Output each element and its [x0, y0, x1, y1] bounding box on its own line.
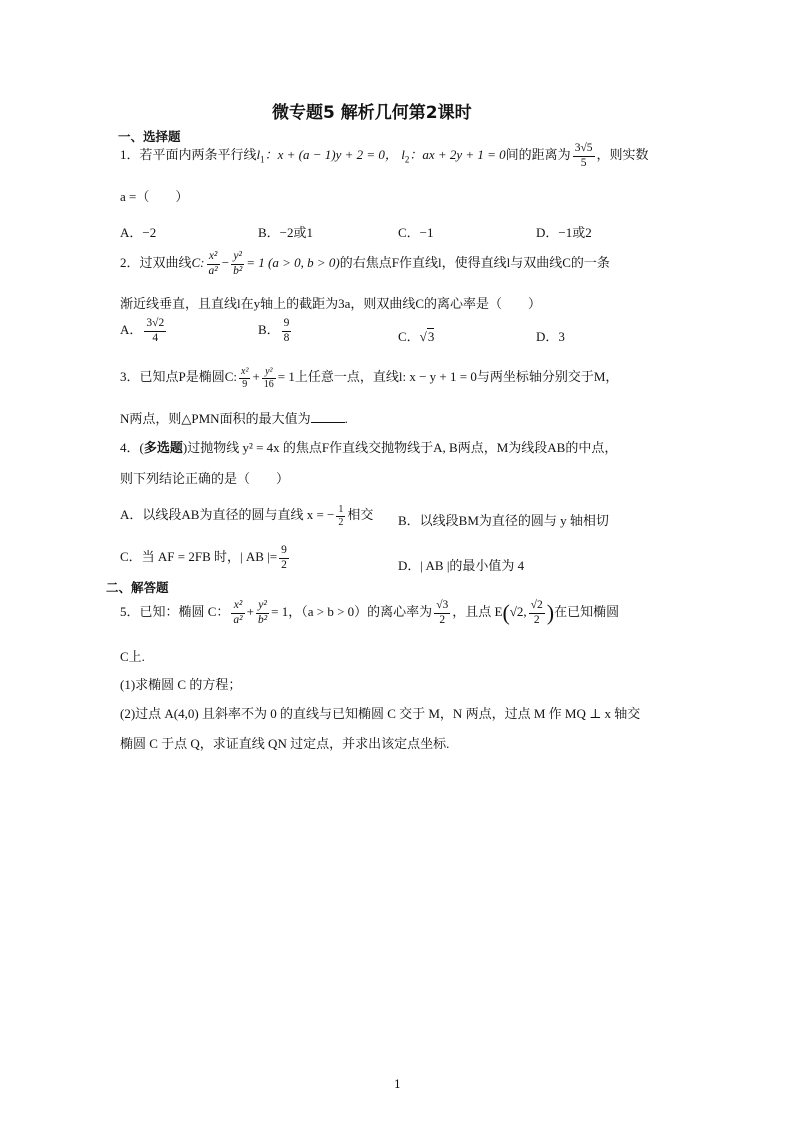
- q5-x-den: a²: [233, 613, 243, 626]
- q1-l2-sub: 2: [404, 154, 410, 165]
- q2-opt-a-label: A．: [120, 321, 143, 337]
- q4-option-d: D．| AB |的最小值为 4: [398, 558, 525, 573]
- q4-option-a: [120, 504, 373, 528]
- q5-e-num: √3: [434, 600, 450, 614]
- q2-cond: = 1 (a > 0, b > 0): [246, 255, 340, 270]
- q2-opt-c-val: 3: [427, 329, 435, 344]
- q5-e-fraction: [434, 600, 450, 626]
- q5-pt-fraction: [529, 600, 545, 626]
- q3-y-fraction: [262, 367, 276, 390]
- q3-prefix: 3．已知点P是椭圆C:: [120, 369, 238, 384]
- q4-opt-a-den: 2: [338, 516, 344, 528]
- q4-opt-c-fraction: [279, 545, 289, 571]
- q5-pt-den: 2: [533, 613, 540, 626]
- question-5-line-1: 5．已知：椭圆 C： $\frac{\text{x²}}{\text{a²}}$ + $\frac{\text{y²}}{\text{b²}}$ = 1，（a > b > 0）的离心率为 $\frac{√3}{2}$ ，且点 E(√2, $\frac{√2}{2}$ )在已知椭圆: [120, 599, 620, 626]
- q5-pt-a: √2,: [509, 604, 527, 619]
- q3-x-fraction: [239, 367, 250, 390]
- question-5-sub-1: (1)求椭圆 C 的方程；: [120, 677, 242, 692]
- q2-y-fraction: [231, 251, 244, 277]
- q2-option-d: D．3: [536, 329, 565, 344]
- q4-opt-a-num: 1: [338, 503, 344, 515]
- q5-x-fraction: [231, 600, 244, 626]
- question-1-line-1: [120, 143, 649, 172]
- q2-opt-c-label: C．: [398, 329, 420, 344]
- q4-opt-a-fraction: [336, 505, 345, 528]
- q1-dist-den: 5: [580, 156, 587, 169]
- q5-pt-num: √2: [529, 600, 545, 614]
- section-heading-answer: 二、解答题: [106, 580, 169, 595]
- q1-l2: l: [401, 147, 405, 162]
- q5-y-fraction: [256, 600, 269, 626]
- q4-option-c: [120, 545, 291, 571]
- q4-opt-c-pre: C．当 AF = 2FB 时，| AB |=: [120, 548, 278, 564]
- q4-opt-a-post: 相交: [347, 507, 374, 522]
- q2-opt-a-num: 3√2: [144, 318, 166, 332]
- q3-line2b: .: [344, 411, 348, 426]
- q2-opt-a-den: 4: [152, 331, 159, 344]
- q5-mid2: ，且点 E: [452, 604, 503, 619]
- q3-answer-blank: [311, 421, 345, 423]
- q5-y-num: y²: [256, 600, 269, 614]
- q4-tag: 多选题: [143, 440, 183, 455]
- question-2-line-1: 2．过双曲线C: $\frac{\text{x²}}{\text{a²}}$ − $\frac{\text{y²}}{\text{b²}}$ = 1 (a > 0, b > 0)的右焦点F作直线l，使得直线l与双曲线C的一条: [120, 250, 610, 277]
- q3-y-num: y²: [262, 367, 276, 379]
- q2-opt-b-num: 9: [282, 318, 292, 332]
- q1-option-c: C．−1: [398, 225, 434, 240]
- page-number: 1: [394, 1078, 401, 1091]
- q2-y-den: b²: [233, 264, 243, 277]
- q4-option-b: B．以线段BM为直径的圆与 y 轴相切: [398, 513, 609, 528]
- question-1-line-2: a =（ ）: [120, 189, 189, 204]
- question-3-line-1: 3．已知点P是椭圆C: $\frac{\text{x²}}{9}$ + $\frac{\text{y²}}{16}$ = 1上任意一点，直线l: x − y + 1 = 0与两坐标轴分别交于M，: [120, 365, 619, 390]
- q3-line2a: N两点，则△PMN面积的最大值为: [120, 411, 311, 426]
- q2-opt-b-den: 8: [283, 331, 290, 344]
- question-4-line-2: 则下列结论正确的是（ ）: [120, 471, 290, 486]
- q2-x-fraction: [207, 251, 220, 277]
- q2-opt-b-fraction: [282, 318, 292, 344]
- q5-mid: = 1，（a > b > 0）的离心率为: [271, 604, 433, 619]
- q1-tail: ，则实数: [596, 147, 649, 162]
- q2-opt-a-fraction: [144, 318, 166, 344]
- q1-option-a: A．−2: [120, 225, 157, 240]
- q4-prefix: 4．(: [120, 440, 144, 455]
- q2-opt-b-label: B．: [258, 321, 280, 337]
- q4-opt-a-pre: A．以线段AB为直径的圆与直线 x = −: [120, 507, 335, 522]
- q1-eq2: ：ax + 2y + 1 = 0: [409, 147, 506, 162]
- q1-option-d: D．−1或2: [536, 225, 592, 240]
- section-heading-choice: 一、选择题: [118, 129, 181, 144]
- q2-tail: 的右焦点F作直线l，使得直线l与双曲线C的一条: [339, 255, 610, 270]
- question-3-line-2: [120, 408, 348, 427]
- question-4-line-1: [120, 437, 617, 456]
- page-title: 微专题5 解析几何第2课时: [272, 103, 472, 123]
- q2-option-a: [120, 318, 168, 344]
- q2-option-c: C．√3: [398, 329, 435, 344]
- q1-eq1: ：x + (a − 1)y + 2 = 0，: [264, 147, 398, 162]
- q4-opt-c-num: 9: [279, 545, 289, 559]
- q3-x-num: x²: [241, 365, 249, 377]
- q2-y-num: y²: [231, 251, 244, 265]
- q5-e-den: 2: [439, 613, 446, 626]
- q2-x-den: a²: [208, 264, 218, 277]
- q1-l1-sub: 1: [260, 154, 265, 165]
- q5-x-num: x²: [231, 600, 244, 614]
- q2-curve: C:: [191, 255, 205, 270]
- question-2-line-2: 渐近线垂直，且直线l在y轴上的截距为3a，则双曲线C的离心率是（ ）: [120, 296, 542, 311]
- q1-distance-fraction: [573, 143, 595, 169]
- q1-text: 1．若平面内两条平行线: [120, 147, 257, 162]
- q3-y-den: 16: [263, 378, 274, 390]
- q5-y-den: b²: [257, 613, 268, 626]
- q1-option-b: B．−2或1: [258, 225, 314, 240]
- question-5-line-2: C上.: [120, 649, 145, 664]
- q3-x-den: 9: [242, 378, 248, 390]
- q2-option-b: [258, 318, 293, 344]
- q4-tail: )过抛物线 y² = 4x 的焦点F作直线交抛物线于A, B两点，M为线段AB的中点，: [182, 440, 618, 455]
- question-5-sub-2-line-1: (2)过点 A(4,0) 且斜率不为 0 的直线与已知椭圆 C 交于 M，N 两点，过点 M 作 MQ ⊥ x 轴交: [120, 706, 641, 721]
- q4-opt-c-den: 2: [281, 558, 287, 571]
- q1-mid: 间的距离为: [505, 147, 571, 162]
- q5-tail: 在已知椭圆: [554, 604, 620, 619]
- q1-dist-num: 3√5: [573, 143, 595, 157]
- q3-tail: = 1上任意一点，直线l: x − y + 1 = 0与两坐标轴分别交于M，: [277, 369, 619, 384]
- q1-l1: l: [256, 147, 261, 162]
- question-5-sub-2-line-2: 椭圆 C 于点 Q，求证直线 QN 过定点，并求出该定点坐标.: [120, 736, 450, 751]
- q2-x-num: x²: [207, 251, 220, 265]
- q5-prefix: 5．已知：椭圆 C：: [120, 604, 230, 619]
- q2-prefix: 2．过双曲线: [120, 255, 192, 270]
